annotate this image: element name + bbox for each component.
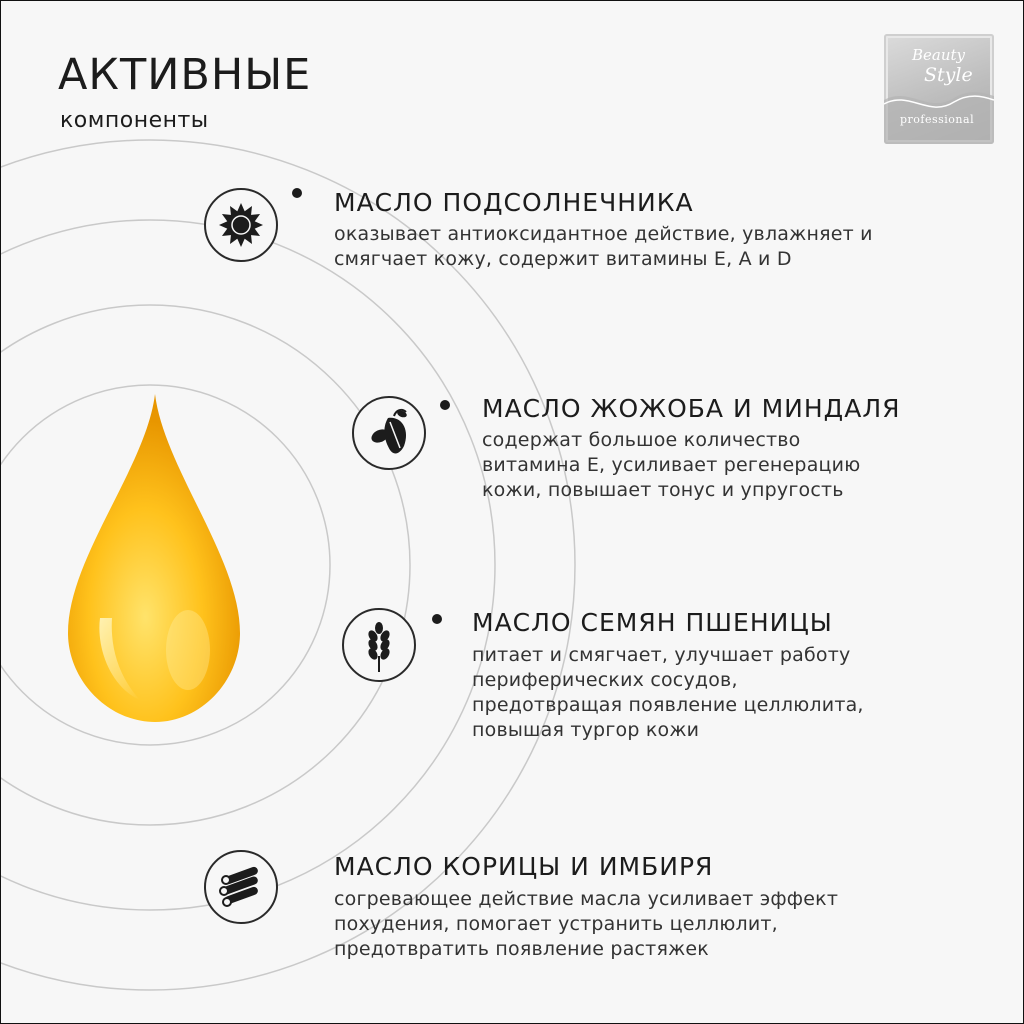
jojoba-almond-icon-badge — [352, 396, 426, 470]
bullet-dot — [292, 188, 302, 198]
sunflower-icon — [206, 190, 276, 260]
description-line: питает и смягчает, улучшает работу — [472, 644, 851, 666]
page-title: АКТИВНЫЕ — [58, 50, 312, 100]
bullet-dot — [432, 614, 442, 624]
wheat-icon — [344, 610, 414, 680]
sunflower-icon-badge — [204, 188, 278, 262]
description-line: периферических сосудов, — [472, 669, 738, 691]
description-line: предотвращая появление целлюлита, — [472, 694, 864, 716]
description-line: предотвратить появление растяжек — [334, 938, 709, 960]
description-line: оказывает антиоксидантное действие, увлажняет и — [334, 223, 873, 245]
item-description-jojoba-almond — [482, 428, 860, 503]
item-description-sunflower — [334, 222, 873, 272]
item-title-jojoba-almond: МАСЛО ЖОЖОБА И МИНДАЛЯ — [482, 394, 901, 423]
oil-drop-image — [60, 388, 250, 728]
jojoba-almond-icon — [354, 398, 424, 468]
logo-text-style: Style — [924, 64, 973, 86]
description-line: повышая тургор кожи — [472, 719, 700, 741]
bullet-dot — [440, 400, 450, 410]
item-description-wheat — [472, 643, 864, 743]
cinnamon-icon-badge — [204, 850, 278, 924]
description-line: согревающее действие масла усиливает эффект — [334, 888, 839, 910]
description-line: содержат большое количество — [482, 429, 801, 451]
description-line: кожи, повышает тонус и упругость — [482, 479, 844, 501]
item-title-wheat: МАСЛО СЕМЯН ПШЕНИЦЫ — [472, 608, 833, 637]
wheat-icon-badge — [342, 608, 416, 682]
item-title-sunflower: МАСЛО ПОДСОЛНЕЧНИКА — [334, 188, 694, 217]
item-description-cinnamon — [334, 887, 838, 962]
page-subtitle: компоненты — [60, 108, 209, 133]
logo-text-beauty: Beauty — [912, 46, 966, 64]
cinnamon-icon — [206, 852, 276, 922]
brand-logo — [884, 34, 994, 144]
description-line: витамина Е, усиливает регенерацию — [482, 454, 861, 476]
logo-text-professional: professional — [900, 113, 975, 126]
description-line: похудения, помогает устранить целлюлит, — [334, 913, 778, 935]
description-line: смягчает кожу, содержит витамины Е, А и D — [334, 248, 792, 270]
item-title-cinnamon: МАСЛО КОРИЦЫ И ИМБИРЯ — [334, 852, 714, 881]
